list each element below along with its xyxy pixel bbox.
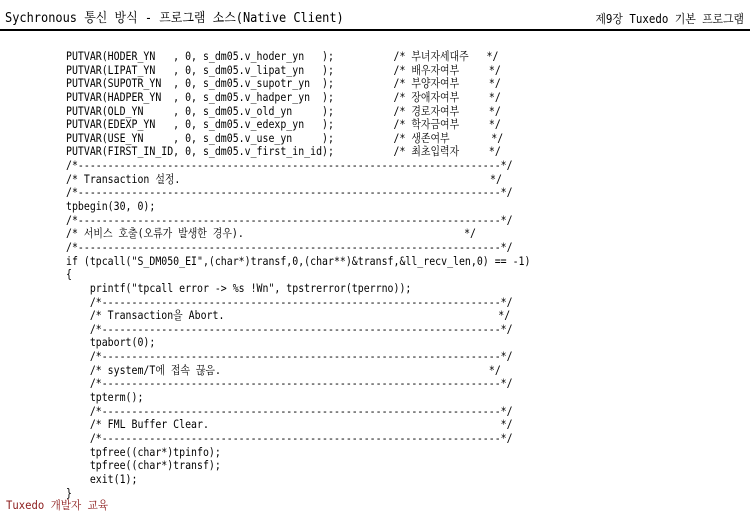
code-listing [66, 50, 606, 500]
code-line: /* Transaction을 Abort. */ [66, 308, 511, 323]
code-line: } [66, 485, 72, 500]
code-line: if (tpcall("S_DM050_EI",(char*)transf,0,(char**)&transf,&ll_recv_len,0) == -1) [66, 253, 531, 268]
code-line: /*-------------------------------------------------------------------*/ [66, 321, 513, 336]
code-line: /*-------------------------------------------------------------------*/ [66, 294, 513, 309]
code-line: PUTVAR(EDEXP_YN , 0, s_dm05.v_edexp_yn ); /* 학자금여부 */ [66, 117, 501, 132]
code-line: /* FML Buffer Clear. */ [66, 417, 513, 432]
code-line: PUTVAR(SUPOTR_YN , 0, s_dm05.v_supotr_yn ); /* 부양자여부 */ [66, 76, 501, 91]
code-line: PUTVAR(HODER_YN , 0, s_dm05.v_hoder_yn ); /* 부녀자세대주 */ [66, 49, 499, 63]
code-line: /*-------------------------------------------------------------------*/ [66, 430, 513, 445]
code-line: printf("tpcall error -> %s !Wn", tpstrerror(tperrno)); [66, 280, 412, 295]
code-line: tpabort(0); [66, 335, 156, 350]
code-line: /* 서비스 호출(오류가 발생한 경우). */ [66, 226, 477, 241]
code-line: { [66, 267, 72, 282]
code-line: PUTVAR(LIPAT_YN , 0, s_dm05.v_lipat_yn ); /* 배우자여부 */ [66, 62, 501, 77]
code-line: /*-----------------------------------------------------------------------*/ [66, 185, 513, 200]
code-line: tpterm(); [66, 390, 144, 405]
code-line: PUTVAR(HADPER_YN , 0, s_dm05.v_hadper_yn ); /* 장애자여부 */ [66, 89, 501, 104]
code-line: /*-----------------------------------------------------------------------*/ [66, 239, 513, 254]
footer-caption: Tuxedo 개발자 교육 [6, 498, 109, 512]
code-line: tpbegin(30, 0); [66, 199, 156, 214]
code-line: exit(1); [66, 471, 138, 486]
code-line: tpfree((char*)tpinfo); [66, 444, 221, 459]
code-line: PUTVAR(USE_YN , 0, s_dm05.v_use_yn ); /* 생존여부 */ [66, 130, 504, 145]
code-line: PUTVAR(OLD_YN , 0, s_dm05.v_old_yn ); /* 경로자여부 */ [66, 103, 501, 118]
code-line: /*-------------------------------------------------------------------*/ [66, 376, 513, 391]
code-line: /*-------------------------------------------------------------------*/ [66, 403, 513, 418]
code-line: /*-----------------------------------------------------------------------*/ [66, 158, 513, 173]
code-line: /* system/T에 접속 끊음. */ [66, 362, 501, 377]
chapter-title: 제9장 Tuxedo 기본 프로그램 [595, 12, 744, 26]
code-line: /*-------------------------------------------------------------------*/ [66, 349, 513, 364]
header-divider [0, 29, 750, 31]
code-line: /* Transaction 설정. */ [66, 171, 502, 186]
page-title: Sychronous 통신 방식 - 프로그램 소스(Native Client) [5, 11, 344, 26]
code-line: PUTVAR(FIRST_IN_ID, 0, s_dm05.v_first_in_id); /* 최초입력자 */ [66, 144, 501, 159]
page-header [0, 0, 750, 30]
code-line: /*-----------------------------------------------------------------------*/ [66, 212, 513, 227]
code-line: tpfree((char*)transf); [66, 458, 221, 473]
